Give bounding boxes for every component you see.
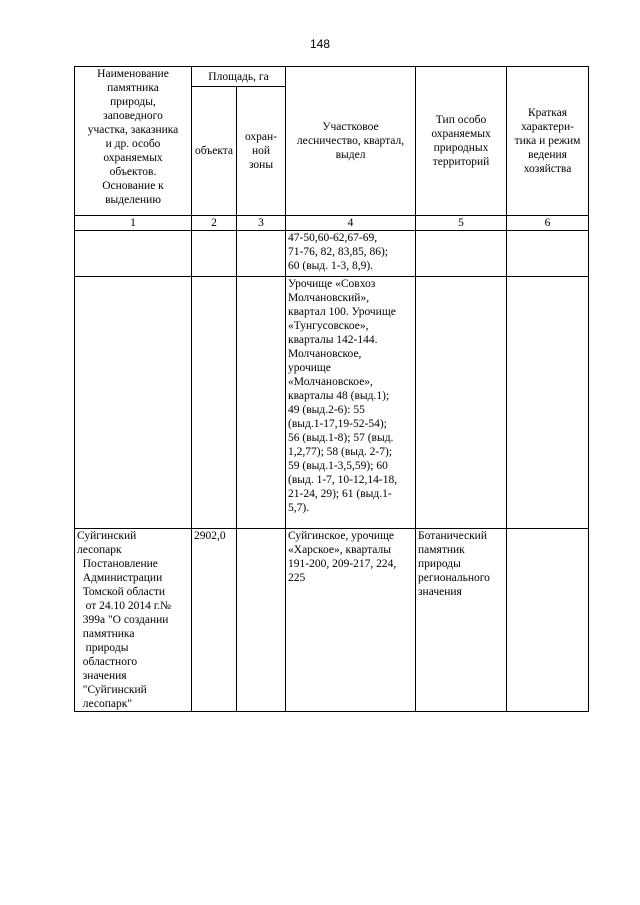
text-line: Молчановское, [288, 348, 362, 360]
text-line: Краткая [527, 107, 568, 119]
text-line: урочище [288, 362, 331, 374]
text-line: характери- [521, 121, 574, 133]
text-line: территорий [432, 156, 490, 168]
column-number: 1 [75, 216, 192, 231]
text-line: «Харское», кварталы [288, 544, 391, 556]
text-line: 60 (выд. 1-3, 8,9). [288, 260, 374, 272]
text-line: регионального [418, 572, 490, 584]
header-area-group: Площадь, га [192, 67, 286, 87]
page-number: 148 [309, 37, 331, 51]
text-line: областного [77, 656, 138, 668]
text-line: 71-76, 82, 83,85, 86); [288, 246, 388, 258]
text-line: 49 (выд.2-6): 55 [288, 404, 365, 416]
text-line: 5,7). [288, 502, 310, 514]
text-line: природы, [110, 96, 156, 108]
cell-area-buffer [237, 231, 286, 277]
text-line: Томской области [77, 586, 166, 598]
column-number: 5 [416, 216, 507, 231]
text-line: от 24.10 2014 г.№ [77, 600, 172, 612]
text-line: выделению [105, 194, 161, 206]
text-line: 59 (выд.1-3,5,59); 60 [288, 460, 388, 472]
table-row [75, 529, 589, 712]
header-area-object: объекта [192, 87, 237, 216]
cell-area-object [192, 277, 237, 529]
text-line: Молчановский», [288, 292, 370, 304]
cell-territory-type [416, 529, 507, 712]
text-line: квартал 100. Урочище [288, 306, 396, 318]
text-line: значения [77, 670, 127, 682]
text-line: участка, заказника [87, 124, 179, 136]
text-line: Участковое [322, 121, 379, 133]
text-line: Постановление [77, 558, 158, 570]
text-line: кварталы 142-144. [288, 334, 378, 346]
table-row [75, 277, 589, 529]
text-line: заповедного [103, 110, 163, 122]
text-line: Основание к [102, 180, 164, 192]
text-line: выдел [335, 149, 366, 161]
text-line: Наименование [97, 68, 169, 80]
cell-forestry [286, 231, 416, 277]
text-line: 191-200, 209-217, 224, [288, 558, 397, 570]
text-line: Ботанический [418, 530, 487, 542]
text-line: лесопарк" [77, 698, 133, 710]
text-line: значения [418, 586, 462, 598]
text-line: «Молчановское», [288, 376, 373, 388]
text-line: 56 (выд.1-8); 57 (выд. [288, 432, 394, 444]
header-name-basis [75, 67, 192, 216]
cell-area-object: 2902,0 [192, 529, 237, 712]
protected-areas-table [74, 66, 589, 712]
cell-territory-type [416, 277, 507, 529]
text-line: 399а "О создании [77, 614, 169, 626]
cell-area-buffer [237, 529, 286, 712]
text-line: 21-24, 29); 61 (выд.1- [288, 488, 392, 500]
cell-territory-type [416, 231, 507, 277]
text-line: кварталы 48 (выд.1); [288, 390, 390, 402]
text-line: охраняемых [103, 152, 163, 164]
text-line: (выд. 1-7, 10-12,14-18, [288, 474, 398, 486]
cell-name [75, 277, 192, 529]
text-line: «Тунгусовское», [288, 320, 369, 332]
text-line: природы [77, 642, 129, 654]
text-line: 225 [288, 572, 306, 584]
column-number: 2 [192, 216, 237, 231]
text-line: объектов. [109, 166, 157, 178]
column-number: 4 [286, 216, 416, 231]
column-number: 6 [507, 216, 589, 231]
text-line: 47-50,60-62,67-69, [288, 232, 378, 244]
text-line: лесничество, квартал, [296, 135, 405, 147]
text-line: памятник [418, 544, 465, 556]
header-area-buffer [237, 87, 286, 216]
text-line: Суйгинский [77, 530, 137, 542]
text-line: памятника [107, 82, 159, 94]
cell-area-object [192, 231, 237, 277]
text-line: тика и режим [514, 135, 581, 147]
text-line: 1,2,77); 58 (выд. 2-7); [288, 446, 392, 458]
text-line: Администрации [77, 572, 163, 584]
text-line: охраняемых [431, 128, 491, 140]
header-description [507, 67, 589, 216]
cell-description [507, 277, 589, 529]
text-line: Урочище «Совхоз [288, 278, 376, 290]
text-line: зоны [248, 159, 274, 171]
text-line: хозяйства [523, 163, 572, 175]
header-forestry [286, 67, 416, 216]
cell-description [507, 529, 589, 712]
cell-forestry [286, 277, 416, 529]
text-line: и др. особо [105, 138, 161, 150]
text-line: памятника [77, 628, 135, 640]
text-line: природы [418, 558, 461, 570]
column-number: 3 [237, 216, 286, 231]
text-line: ведения [528, 149, 567, 161]
cell-name [75, 529, 192, 712]
text-line: Тип особо [435, 114, 487, 126]
text-line: "Суйгинский [77, 684, 147, 696]
text-line: охран- [244, 131, 278, 143]
cell-name [75, 231, 192, 277]
text-line: природных [433, 142, 489, 154]
text-line: (выд.1-17,19-52-54); [288, 418, 387, 430]
text-line: ной [251, 145, 271, 157]
cell-area-buffer [237, 277, 286, 529]
header-territory-type [416, 67, 507, 216]
table-row [75, 231, 589, 277]
text-line: лесопарк [77, 544, 122, 556]
cell-forestry [286, 529, 416, 712]
cell-description [507, 231, 589, 277]
text-line: Суйгинское, урочище [288, 530, 395, 542]
column-number-row [75, 216, 589, 231]
